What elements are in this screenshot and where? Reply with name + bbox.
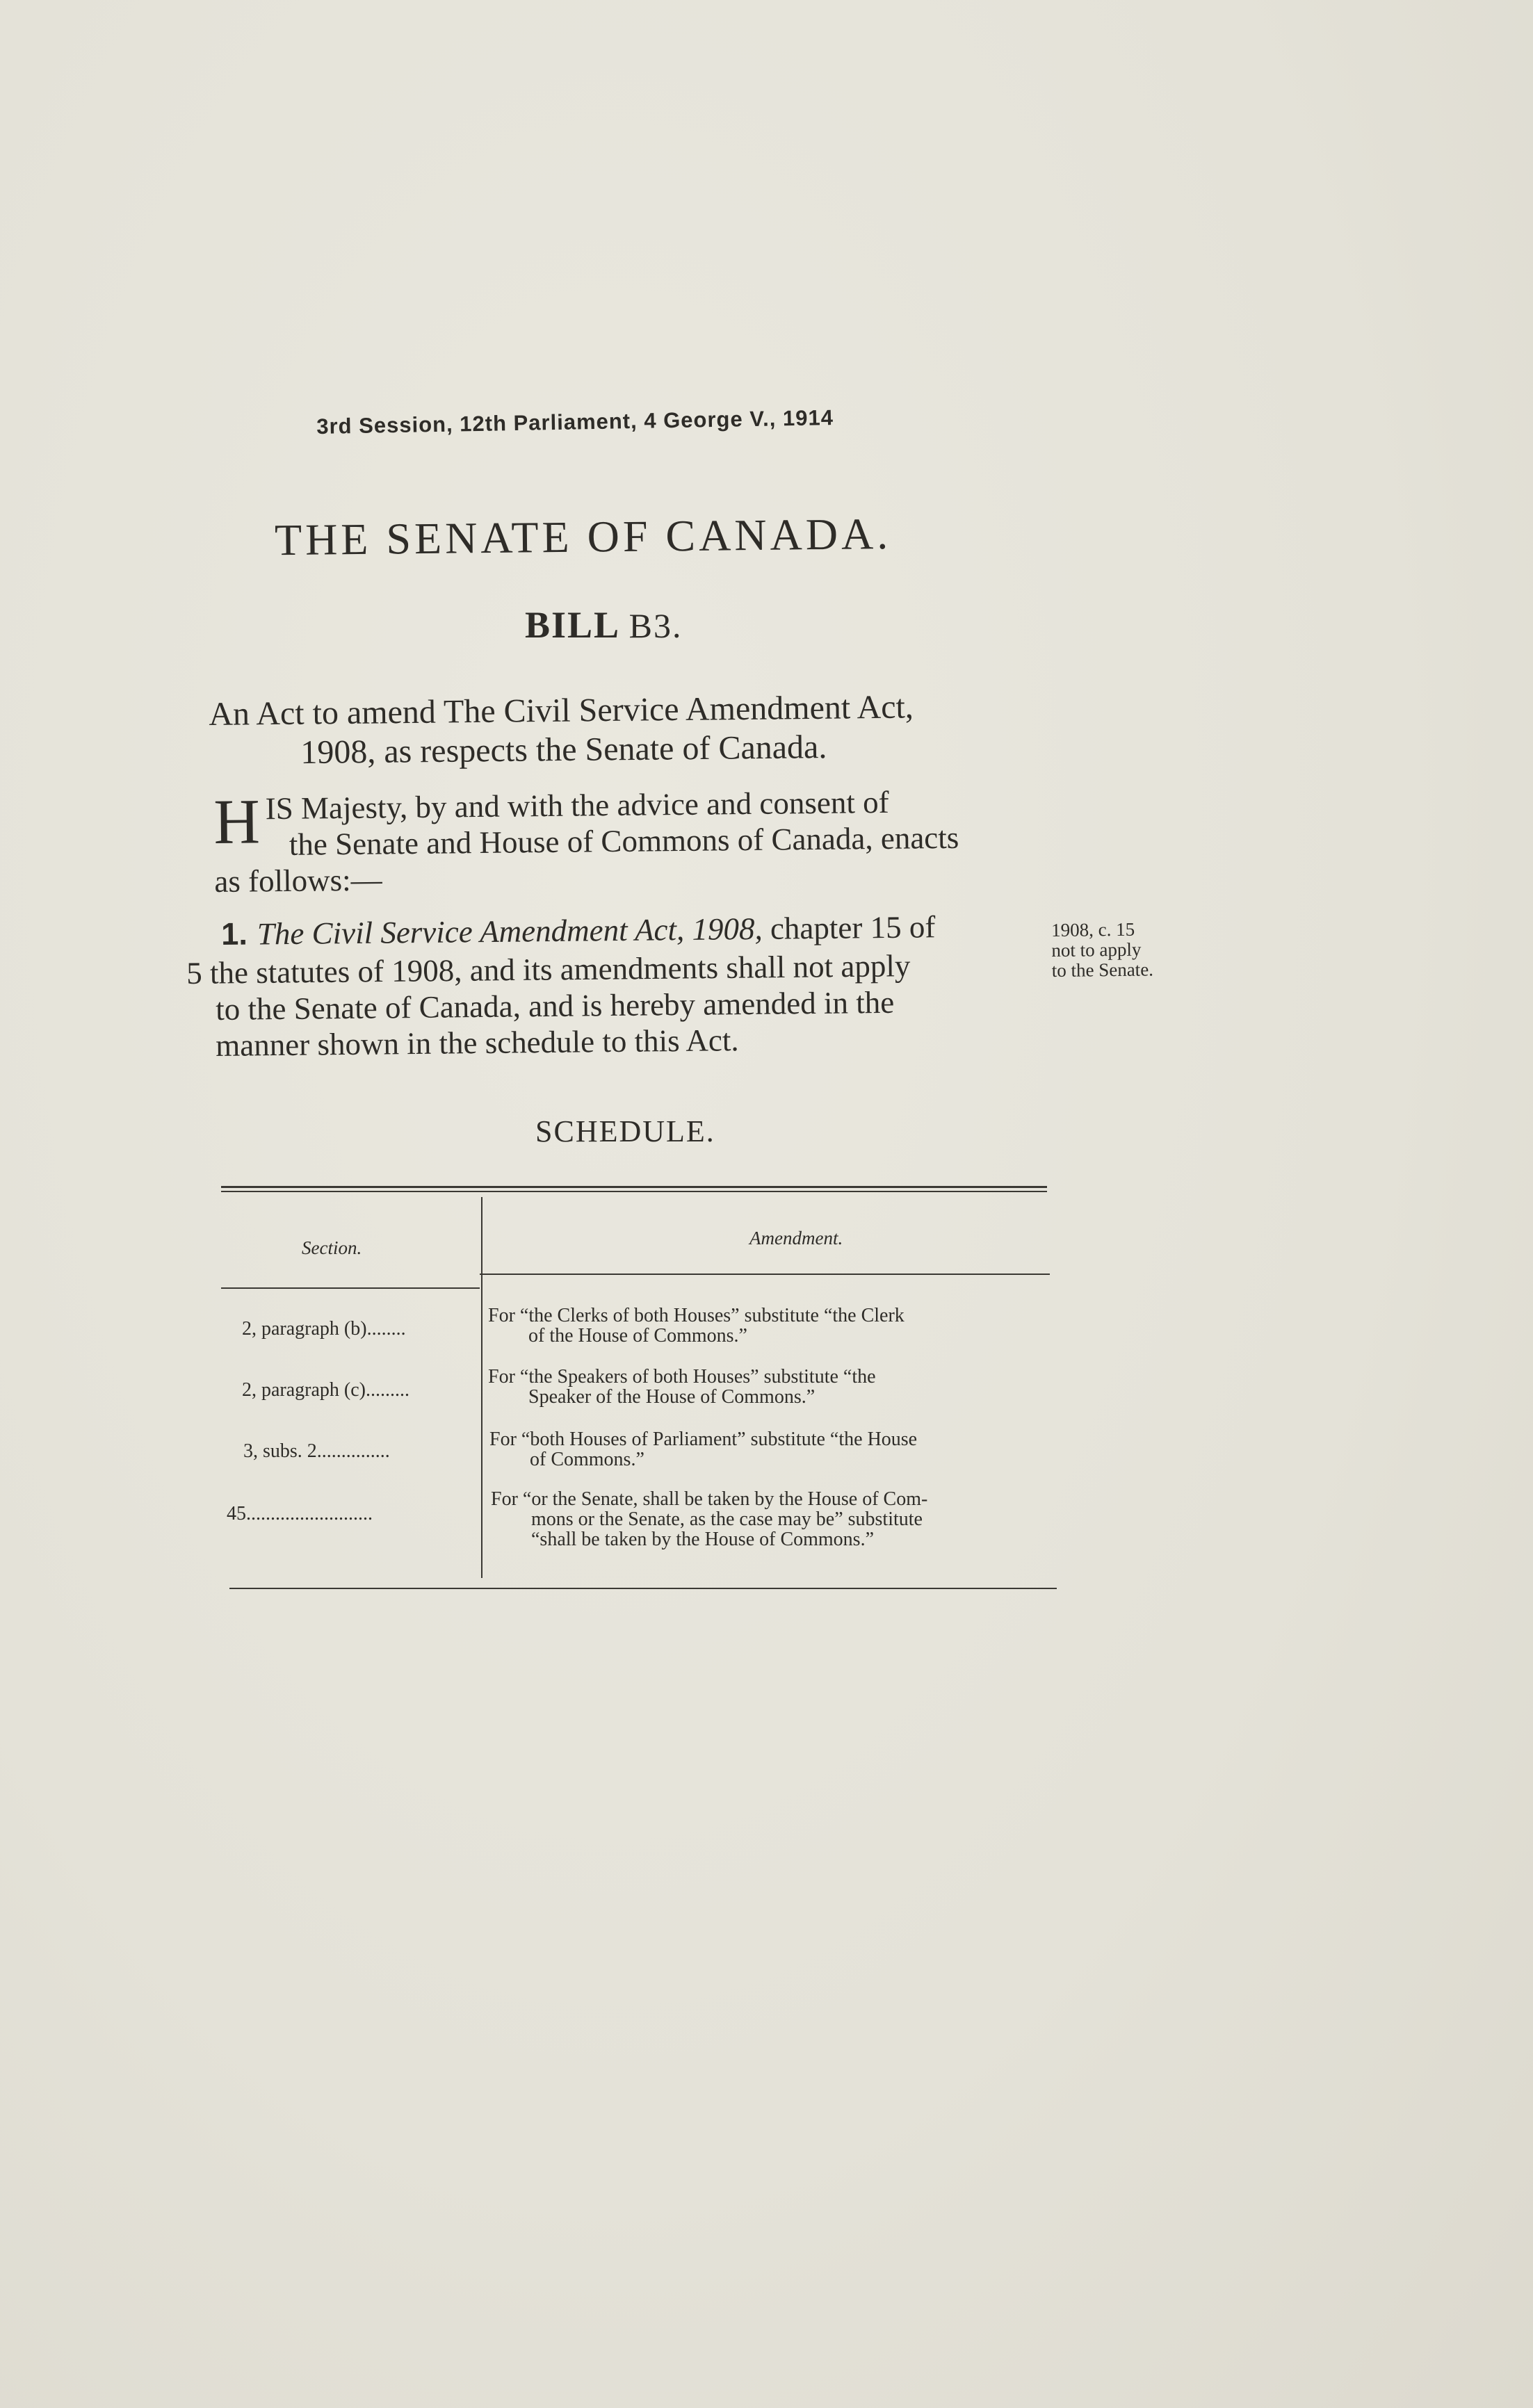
margin-note-line3: to the Senate. [1051,959,1154,981]
preamble-line2: the Senate and House of Commons of Canada, enacts [289,820,959,862]
amendment-line: For “both Houses of Parliament” substitute “the House [489,1429,918,1450]
amendment-line: For “the Clerks of both Houses” substitute “the Clerk [488,1305,905,1326]
section1-line4: manner shown in the schedule to this Act. [216,1023,739,1063]
table-top-rule-2 [221,1191,1047,1192]
amendment-line: mons or the Senate, as the case may be” substitute [531,1508,923,1530]
preamble-line1: IS Majesty, by and with the advice and consent of [265,784,889,827]
bill-number: B3. [628,606,683,645]
amendment-line: of Commons.” [530,1449,644,1470]
senate-heading: THE SENATE OF CANADA. [274,508,892,565]
amendment-line: of the House of Commons.” [528,1325,747,1347]
preamble-line3: as follows:— [214,862,382,899]
amendment-line: For “or the Senate, shall be taken by the House of Com- [491,1488,928,1510]
margin-note-line1: 1908, c. 15 [1051,918,1135,941]
act-title-line2: 1908, as respects the Senate of Canada. [300,729,827,771]
section-number: 1. [221,916,248,952]
table-row-amendment [488,1305,1058,1346]
table-row-section: 2, paragraph (b)........ [242,1318,406,1340]
section1-line1-rest: chapter 15 of [762,909,936,946]
table-bottom-rule [229,1588,1057,1589]
bill-heading [525,603,803,646]
column-divider [481,1197,482,1578]
preamble [213,781,1119,900]
table-row-section: 3, subs. 2............... [243,1440,390,1462]
table-row-section: 45.......................... [227,1503,373,1524]
margin-note [1051,919,1212,981]
table-row-amendment [488,1367,1058,1407]
table-row-amendment [489,1429,1060,1470]
column-header-section: Section. [302,1237,362,1258]
section1-line1 [221,907,1055,952]
act-citation: The Civil Service Amendment Act, 1908, [257,911,763,952]
preamble-dropcap: H [213,786,261,857]
schedule-heading: SCHEDULE. [535,1114,715,1148]
section1-line3: to the Senate of Canada, and is hereby amended in the [216,984,895,1027]
bill-label: BILL [525,604,619,646]
session-line: 3rd Session, 12th Parliament, 4 George V., 1914 [316,405,834,439]
line-number: 5 [186,955,203,991]
section1-line2-text: the statutes of 1908, and its amendments shall not apply [209,948,911,991]
table-row-section: 2, paragraph (c)......... [242,1379,410,1401]
amendment-line: For “the Speakers of both Houses” substitute “the [488,1366,876,1388]
table-row-amendment [491,1489,1061,1549]
margin-note-line2: not to apply [1051,938,1142,961]
amendment-line: Speaker of the House of Commons.” [528,1386,816,1408]
table-top-rule [221,1186,1047,1188]
section-header-rule [221,1287,480,1289]
amendment-header-rule [480,1274,1050,1275]
column-header-amendment: Amendment. [749,1228,843,1248]
act-title-line1: An Act to amend The Civil Service Amendment Act, [209,688,914,733]
amendment-line: “shall be taken by the House of Commons.” [531,1529,875,1550]
